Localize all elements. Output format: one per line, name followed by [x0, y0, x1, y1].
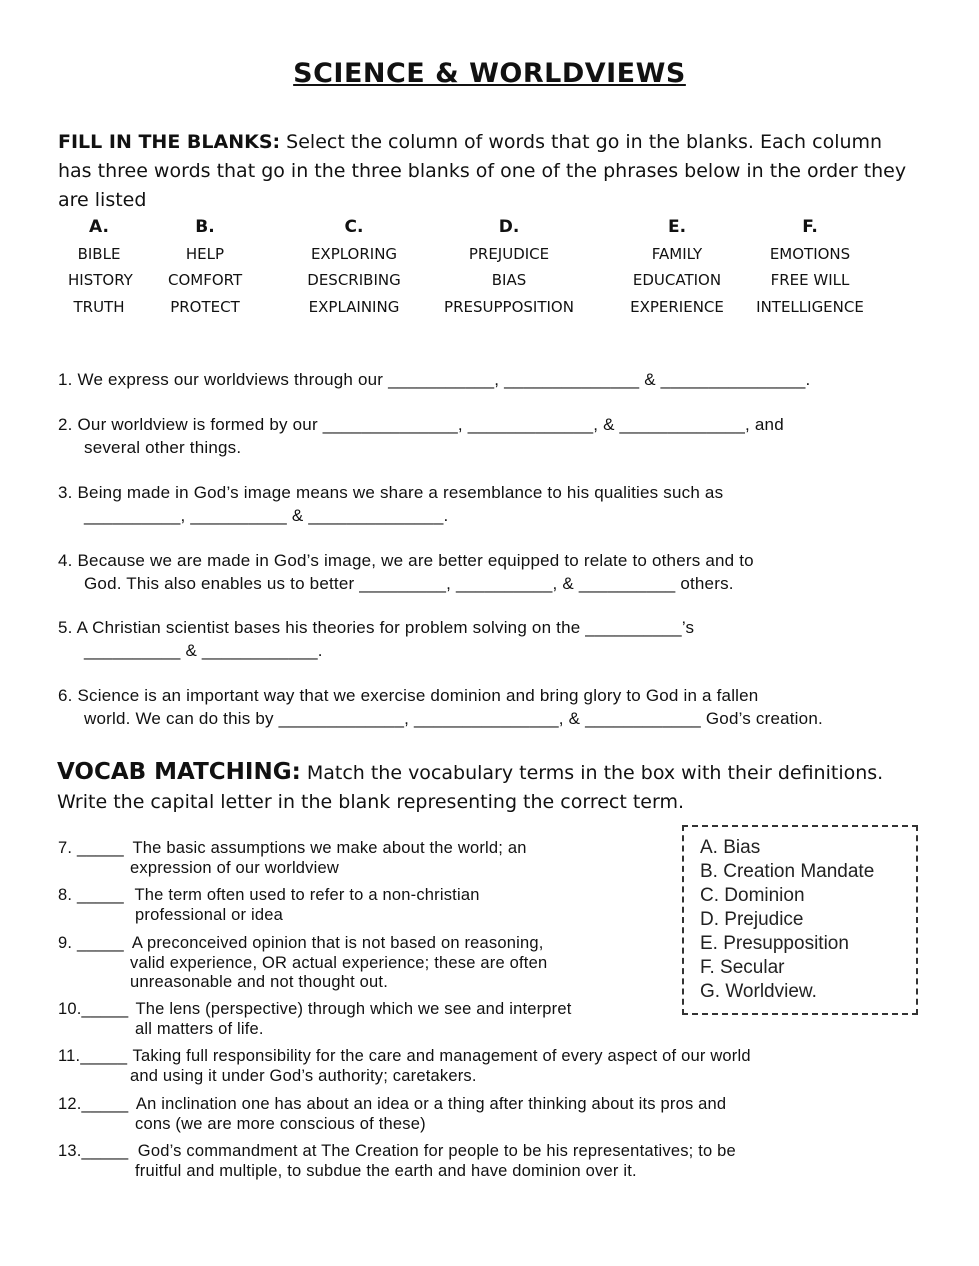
vocab-item-8: 8. _____ The term often used to refer to a non-christian professional or idea — [58, 886, 480, 924]
fill-in-heading: FILL IN THE BLANKS: — [58, 131, 281, 153]
question-6: 6. Science is an important way that we exercise dominion and bring glory to God in a fallen world. We can do this by _____________, _______________, & ____________ God’s creation. — [58, 686, 823, 728]
word-column-d: D. PREJUDICE BIAS PRESUPPOSITION — [444, 217, 574, 316]
vocab-term-box — [682, 825, 918, 1015]
term-g: G. Worldview. — [700, 981, 817, 1002]
word-column-c: C. EXPLORING DESCRIBING EXPLAINING — [307, 217, 401, 316]
question-5: 5. A Christian scientist bases his theories for problem solving on the __________’s __________ & ____________. — [58, 618, 695, 660]
vocab-instruction-text: Match the vocabulary terms in the box with their definitions. Write the capital letter in the blank representing the correct term. — [57, 762, 884, 813]
word-column-e: E. FAMILY EDUCATION EXPERIENCE — [630, 217, 724, 316]
fill-in-instructions — [58, 128, 918, 215]
vocab-item-10: 10._____ The lens (perspective) through which we see and interpret all matters of life. — [58, 1000, 572, 1038]
term-a: A. Bias — [700, 837, 761, 858]
vocab-item-13: 13._____ God’s commandment at The Creation for people to be his representatives; to be fruitful and multiple, to subdue the earth and have dominion over it. — [58, 1142, 736, 1180]
word-column-b: B. HELP COMFORT PROTECT — [168, 217, 243, 316]
term-e: E. Presupposition — [700, 933, 849, 954]
term-b: B. Creation Mandate — [700, 861, 875, 882]
question-1: 1. We express our worldviews through our ___________, ______________ & _______________. — [58, 370, 811, 389]
question-4: 4. Because we are made in God’s image, we are better equipped to relate to others and to God. This also enables us to better _________, __________, & __________ others. — [58, 551, 754, 593]
vocab-instructions — [57, 758, 927, 817]
question-3: 3. Being made in God’s image means we share a resemblance to his qualities such as __________, __________ & ______________. — [58, 483, 724, 525]
vocab-item-11: 11._____ Taking full responsibility for the care and management of every aspect of our world and using it under God’s authority; caretakers. — [58, 1047, 751, 1085]
question-2: 2. Our worldview is formed by our ______________, _____________, & _____________, and several other things. — [58, 415, 784, 457]
term-c: C. Dominion — [700, 885, 805, 906]
page-title: SCIENCE & WORLDVIEWS — [293, 58, 686, 89]
term-d: D. Prejudice — [700, 909, 804, 930]
vocab-item-9: 9. _____ A preconceived opinion that is not based on reasoning, valid experience, OR actual experience; these are often unreasonable and not thought out. — [58, 934, 548, 991]
fill-in-instruction-text: Select the column of words that go in the blanks. Each column has three words that go in the three blanks of one of the phrases below in the order they are listed — [58, 131, 907, 211]
word-column-a: A. BIBLE HISTORY TRUTH — [68, 217, 133, 316]
word-column-f: F. EMOTIONS FREE WILL INTELLIGENCE — [756, 217, 864, 316]
vocab-heading: VOCAB MATCHING: — [57, 759, 301, 785]
vocab-item-12: 12._____ An inclination one has about an idea or a thing after thinking about its pros and cons (we are more conscious of these) — [58, 1095, 727, 1133]
vocab-item-7: 7. _____ The basic assumptions we make about the world; an expression of our worldview — [58, 839, 527, 877]
term-f: F. Secular — [700, 957, 785, 978]
